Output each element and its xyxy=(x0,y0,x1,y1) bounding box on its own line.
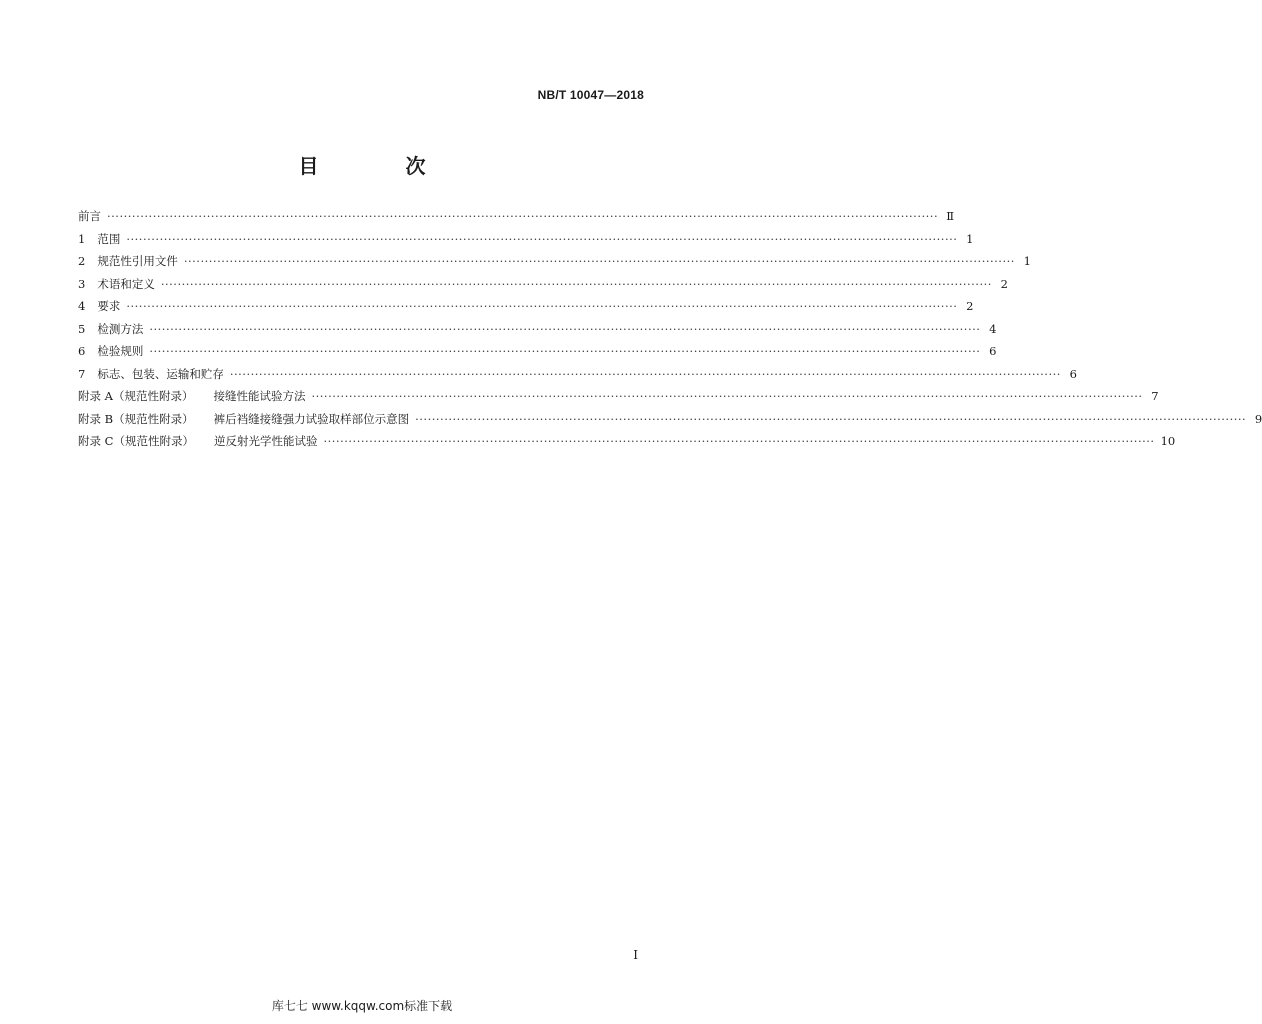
standard-code: NB/T 10047—2018 xyxy=(537,88,644,102)
toc-entry-page: 6 xyxy=(1069,366,1077,381)
table-of-contents xyxy=(78,208,1262,456)
toc-entry-number: 7 xyxy=(78,366,86,381)
toc-entry-test-methods[interactable] xyxy=(78,321,997,344)
toc-entry-foreword[interactable] xyxy=(78,208,955,231)
toc-entry-label xyxy=(78,231,126,247)
toc-entry-label xyxy=(78,321,149,337)
toc-entry-title: 检测方法 xyxy=(97,321,144,336)
toc-leader-dots: ········································································································································································································ xyxy=(415,411,1247,426)
toc-entry-scope[interactable] xyxy=(78,231,974,254)
toc-entry-number: 6 xyxy=(78,344,86,358)
toc-entry-title: 标志、包装、运输和贮存 xyxy=(97,366,224,381)
toc-entry-page: 7 xyxy=(1151,389,1159,403)
toc-entry-normative-references[interactable] xyxy=(78,253,1031,276)
toc-entry-page: Ⅱ xyxy=(946,209,955,223)
toc-leader-dots: ········································································································································································································ xyxy=(149,321,981,336)
toc-leader-dots: ········································································································································································································ xyxy=(229,366,1061,381)
toc-leader-dots: ········································································································································································································ xyxy=(323,434,1155,448)
toc-entry-page: 6 xyxy=(989,344,997,358)
toc-entry-number: 1 xyxy=(78,231,86,246)
toc-entry-title: 术语和定义 xyxy=(97,276,155,291)
toc-entry-number: 3 xyxy=(78,276,86,291)
toc-leader-dots: ········································································································································································································ xyxy=(149,344,981,358)
toc-entry-label xyxy=(78,388,311,404)
toc-entry-label xyxy=(78,411,415,427)
toc-entry-appendix-a[interactable] xyxy=(78,388,1159,411)
toc-leader-dots: ········································································································································································································ xyxy=(160,276,992,291)
toc-entry-page: 2 xyxy=(1000,276,1008,291)
toc-entry-title: 前言 xyxy=(78,209,101,223)
toc-entry-title: 接缝性能试验方法 xyxy=(213,389,306,403)
footer-watermark: 库七七 www.kqqw.com标准下载 xyxy=(271,999,453,1013)
toc-entry-appendix-b[interactable] xyxy=(78,411,1262,434)
toc-entry-page: 9 xyxy=(1254,411,1262,426)
toc-leader-dots: ········································································································································································································ xyxy=(107,209,939,223)
toc-entry-inspection-rules[interactable] xyxy=(78,343,997,366)
toc-entry-label xyxy=(78,366,230,382)
toc-entry-title: 规范性引用文件 xyxy=(97,254,178,268)
toc-entry-page: 4 xyxy=(989,321,997,336)
toc-entry-number: 4 xyxy=(78,299,86,313)
toc-leader-dots: ········································································································································································································ xyxy=(311,389,1143,403)
toc-entry-terms[interactable] xyxy=(78,276,1008,299)
toc-entry-title: 范围 xyxy=(97,231,121,246)
toc-entry-number: 2 xyxy=(78,254,86,268)
toc-entry-label xyxy=(78,343,149,359)
toc-entry-appendix-c[interactable] xyxy=(78,433,1176,456)
page-number: I xyxy=(633,948,638,962)
toc-entry-number: 5 xyxy=(78,321,86,336)
toc-entry-title: 检验规则 xyxy=(97,344,144,358)
toc-entry-label xyxy=(78,276,161,292)
toc-entry-page: 1 xyxy=(966,231,974,246)
toc-entry-title: 裤后裆缝接缝强力试验取样部位示意图 xyxy=(213,411,410,426)
page-title: 目 次 xyxy=(298,154,466,178)
toc-leader-dots: ········································································································································································································ xyxy=(183,254,1015,268)
toc-entry-number: 附录 A（规范性附录） xyxy=(78,389,194,403)
toc-entry-title: 逆反射光学性能试验 xyxy=(213,434,318,448)
toc-leader-dots: ········································································································································································································ xyxy=(126,299,958,313)
toc-entry-label xyxy=(78,208,107,224)
toc-entry-marking-packaging[interactable] xyxy=(78,366,1077,389)
toc-entry-page: 10 xyxy=(1160,434,1176,448)
toc-entry-page: 1 xyxy=(1023,254,1031,268)
toc-entry-label xyxy=(78,253,184,269)
toc-entry-number: 附录 B（规范性附录） xyxy=(78,411,194,426)
toc-entry-number: 附录 C（规范性附录） xyxy=(78,434,194,448)
toc-entry-label xyxy=(78,433,323,449)
toc-entry-title: 要求 xyxy=(97,299,121,313)
toc-entry-label xyxy=(78,298,126,314)
toc-entry-page: 2 xyxy=(966,299,974,313)
toc-entry-requirements[interactable] xyxy=(78,298,974,321)
toc-leader-dots: ········································································································································································································ xyxy=(126,231,958,246)
